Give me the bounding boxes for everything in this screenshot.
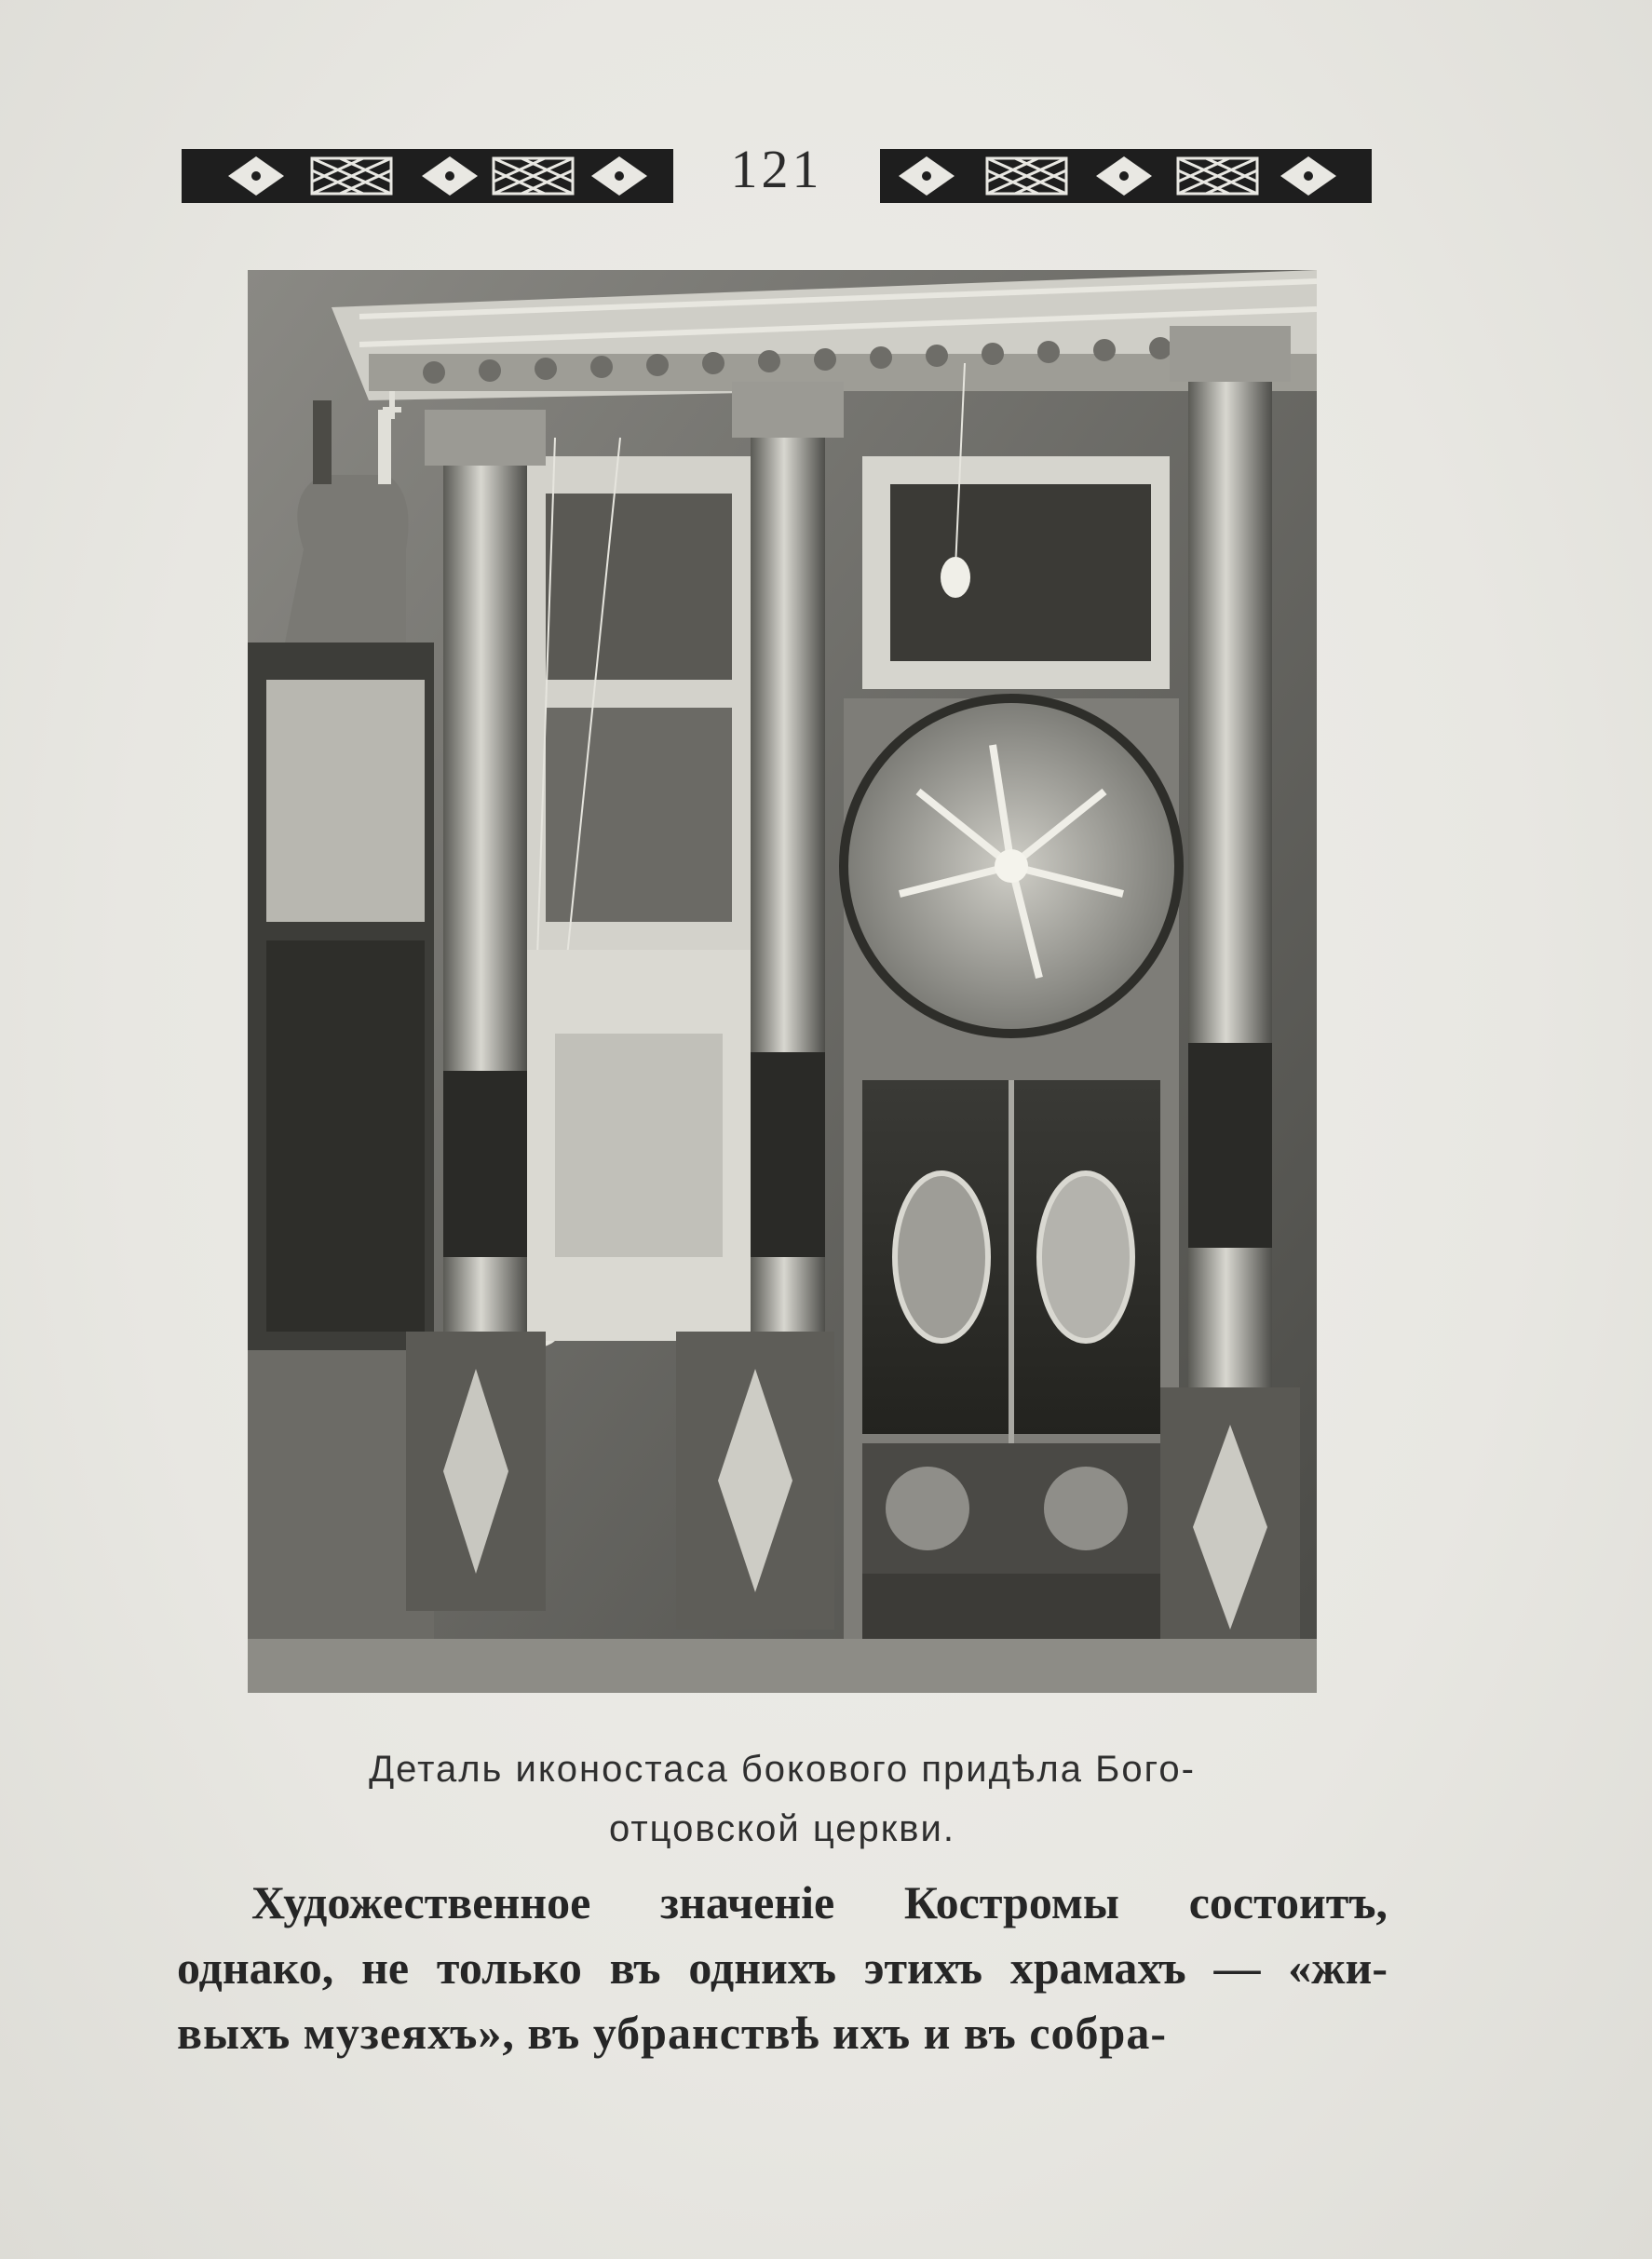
header-ornament-left <box>182 149 673 203</box>
body-line-2: однако, не только въ однихъ этихъ храмахъ — «жи- <box>177 1941 1388 1994</box>
page-number: 121 <box>730 139 823 199</box>
photo-caption <box>248 1739 1317 1859</box>
iconostasis-photograph <box>248 270 1317 1693</box>
body-line-1: Художественное значеніе Костромы состоитъ, <box>251 1876 1388 1928</box>
body-paragraph <box>177 1870 1388 2065</box>
caption-line-2: отцовской церкви. <box>608 1808 955 1849</box>
body-line-3: выхъ музеяхъ», въ убранствѣ ихъ и въ собра- <box>177 2007 1167 2059</box>
caption-line-1: Деталь иконостаса бокового придѣла Бого- <box>369 1749 1196 1790</box>
header-ornament-right <box>880 149 1372 203</box>
